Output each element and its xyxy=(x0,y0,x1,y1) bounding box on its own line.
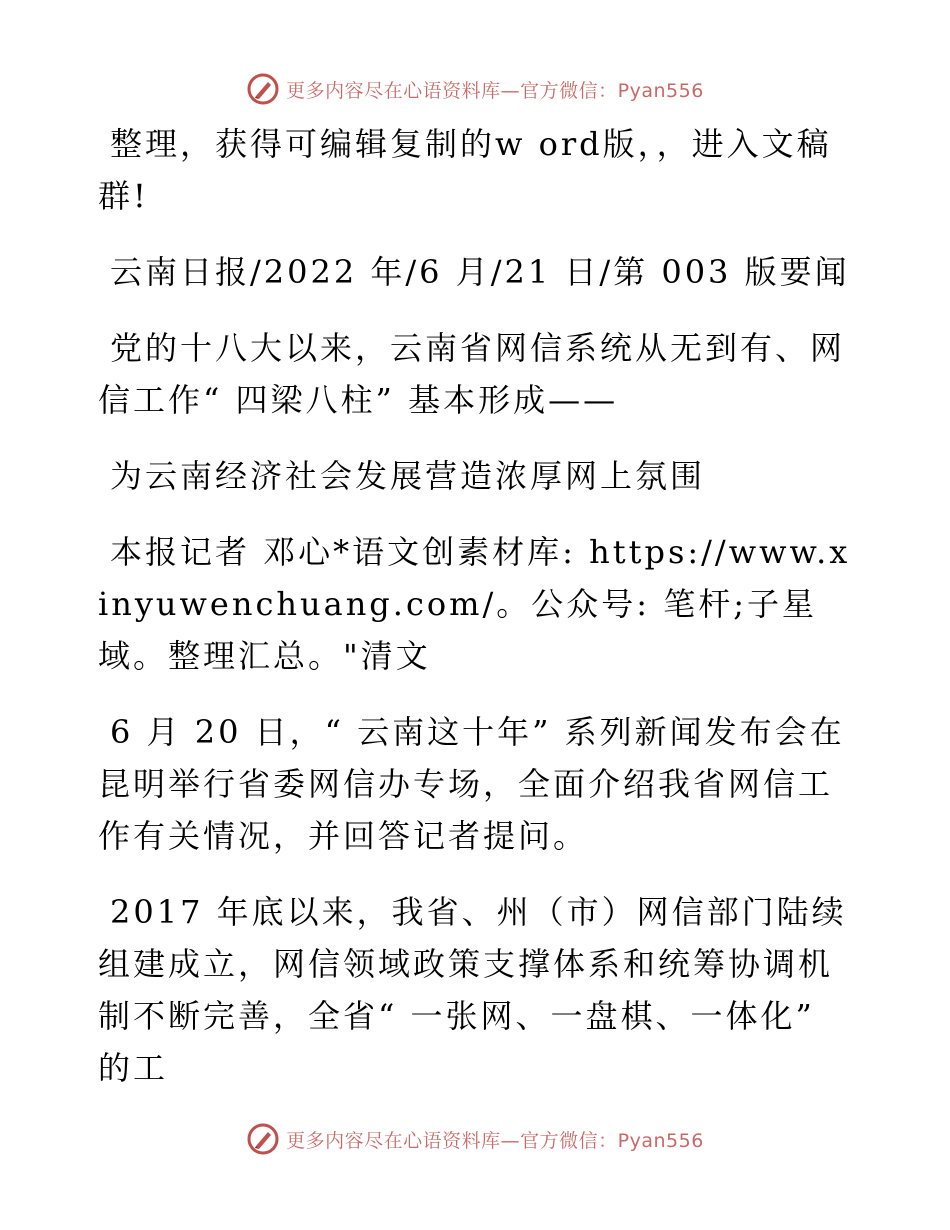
paragraph-intro: 整理，获得可编辑复制的w ord版，，进入文稿群! xyxy=(98,125,832,215)
paragraph-body-1: 6 月 20 日，“ 云南这十年” 系列新闻发布会在昆明举行省委网信办专场，全面介绍我省网信工作有关情况，并回答记者提问。 xyxy=(98,713,845,855)
footer-watermark xyxy=(0,1122,950,1156)
pen-circle-logo-icon xyxy=(246,1122,280,1156)
watermark-text: 更多内容尽在心语资料库—官方微信：Pyan556 xyxy=(286,79,704,102)
paragraph-body-2: 2017 年底以来，我省、州（市）网信部门陆续组建成立，网信领域政策支撑体系和统筹协调机制不断完善，全省“ 一张网、一盘棋、一体化” 的工 xyxy=(98,893,847,1087)
paragraph-headline: 党的十八大以来，云南省网信系统从无到有、网信工作“ 四梁八柱” 基本形成—— xyxy=(98,329,846,419)
watermark-text: 更多内容尽在心语资料库—官方微信：Pyan556 xyxy=(286,1129,704,1152)
paragraph-subheadline: 为云南经济社会发展营造浓厚网上氛围 xyxy=(110,457,706,495)
paragraph-byline: 本报记者 邓心*语文创素材库: https://www.xinyuwenchuang.com/。公众号: 笔杆;子星域。整理汇总。"清文 xyxy=(98,533,851,675)
header-watermark xyxy=(0,72,950,106)
pen-circle-logo-icon xyxy=(246,72,280,106)
paragraph-source: 云南日报/2022 年/6 月/21 日/第 003 版要闻 xyxy=(110,253,850,291)
document-body xyxy=(98,118,858,1118)
